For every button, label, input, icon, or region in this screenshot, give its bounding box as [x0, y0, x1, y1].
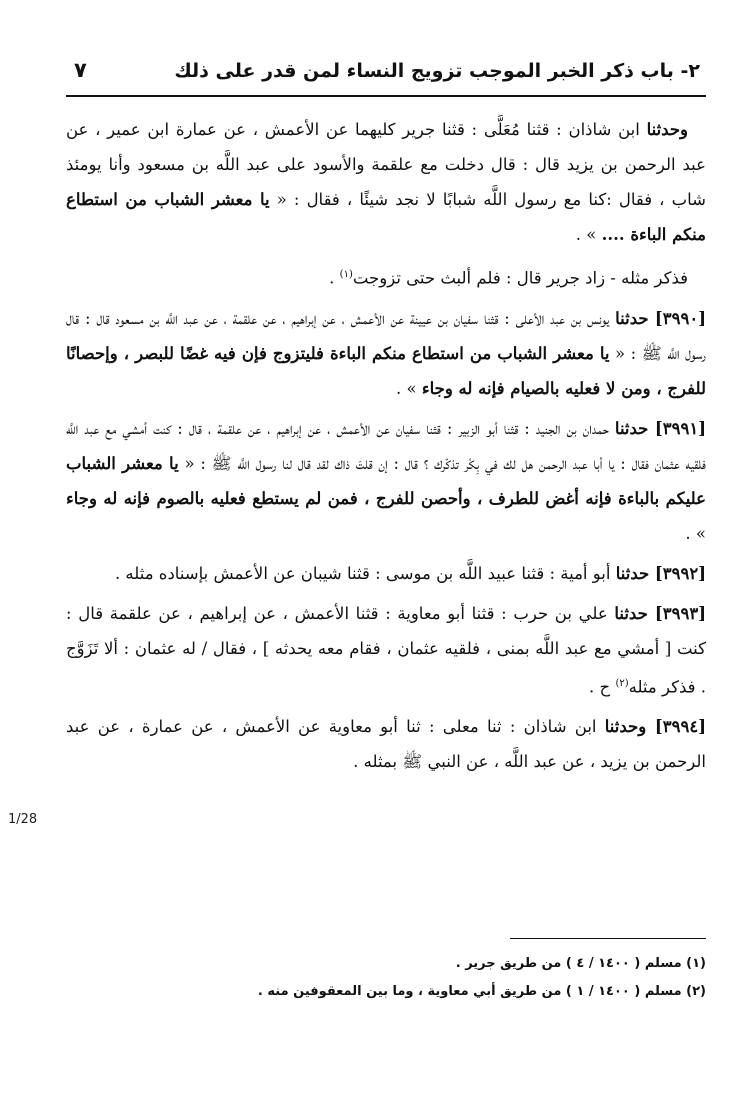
text-segment: . [329, 268, 340, 288]
hadith-text-body [66, 112, 706, 784]
paragraph [66, 596, 706, 705]
bold-text-segment: [٣٩٩٤] وحدثنا [604, 717, 707, 736]
text-segment: ابن شاذان : قثنا مُعَلَّى : قثنا جرير كليهما عن الأعمش ، عن عمارة ابن عمير ، عن عبد الرحمن بن يزيد قال : قال دخلت مع علقمة والأسود على عبد اللَّه بن مسعود وأنا يومئذ شاب ، فقال :كنا مع رسول اللَّه شبابًا لا نجد شيئًا ، فقال : « [66, 120, 706, 209]
text-segment: أبو أمية : قثنا عبيد اللَّه بن موسى : قثنا شيبان عن الأعمش بإسناده مثله . [114, 563, 616, 583]
paragraph [66, 112, 706, 252]
page-number: ٧ [74, 58, 87, 82]
paragraph [66, 257, 706, 296]
text-segment: » . [685, 523, 706, 543]
footnote-ref: (١) [339, 269, 353, 280]
bold-text-segment: [٣٩٩٠] حدثنا [615, 308, 706, 328]
bold-text-segment: [٣٩٩٢] حدثنا [615, 563, 706, 583]
footnote-2: (٢) مسلم ( ١٤٠٠ / ١ ) من طريق أبي معاوية ، وما بين المعقوفين منه . [257, 984, 706, 999]
footnote-divider [510, 938, 706, 939]
bold-text-segment: [٣٩٩٣] حدثنا [614, 603, 706, 623]
text-segment: » . [396, 378, 422, 398]
chapter-title: ٢- باب ذكر الخبر الموجب تزويج النساء لمن قدر على ذلك [174, 60, 700, 82]
paragraph [66, 709, 706, 779]
bold-text-segment: يا معشر الشباب من استطاع منكم الباءة فليتزوج فإن فيه غضًا للبصر ، وإحصانًا للفرج ، ومن لا فعليه بالصيام فإنه له وجاء [66, 343, 706, 398]
text-segment: ابن شاذان : ثنا معلى : ثنا أبو معاوية عن الأعمش ، عن عمارة ، عن عبد الرحمن بن يزيد ، عن عبد اللَّه ، عن النبي ﷺ بمثله . [66, 717, 706, 771]
footnote-1: (١) مسلم ( ١٤٠٠ / ٤ ) من طريق جرير . [455, 956, 706, 971]
text-segment: يونس بن عبد الأعلى : قثنا سفيان بن عيينة عن الأعمش ، عن إبراهيم ، عن علقمة ، عن عبد اللَّه بن مسعود قال : قال رسول اللَّه ﷺ : « [66, 308, 706, 363]
text-segment: حمدان بن الجنيد : قثنا أبو الزبير : قثنا سفيان عن الأعمش ، عن إبراهيم ، عن علقمة ، قال : كنت أمشي مع عبد اللَّه فلقيه عثمان فقال : يا أبا عبد الرحمن هل لك في بِكْر تذكّرك ؟ قال : إن قلتَ ذاك لقد قال لنا رسول اللَّه ﷺ : « [66, 418, 706, 473]
text-segment: علي بن حرب : قثنا أبو معاوية : قثنا الأعمش ، عن إبراهيم ، عن علقمة قال : كنت [ أمشي مع عبد اللَّه بمنى ، فلقيه عثمان ، فقام معه يحدثه ] ، فقال / له عثمان : ألا تَزَوَّج . فذكر مثله [66, 603, 706, 696]
bold-text-segment: يا معشر الشباب عليكم بالباءة فإنه أغض للطرف ، وأحصن للفرج ، فمن لم يستطع فعليه بالصوم فإنه له وجاء [66, 453, 706, 508]
bold-text-segment: وحدثنا [646, 120, 688, 139]
text-segment: ح . [589, 677, 616, 696]
paragraph [66, 556, 706, 591]
footnotes [66, 950, 706, 1006]
bold-text-segment: يا معشر الشباب من استطاع منكم الباءة .... [66, 190, 706, 244]
paragraph [66, 411, 706, 551]
paragraph [66, 301, 706, 406]
header-divider [66, 95, 706, 97]
bold-text-segment: [٣٩٩١] حدثنا [614, 418, 706, 438]
footnote-ref: (٢) [615, 677, 629, 689]
text-segment: » . [575, 225, 602, 244]
text-segment: فذكر مثله - زاد جرير قال : فلم ألبث حتى تزوجت [352, 268, 688, 288]
margin-folio-note: 1/28 [8, 812, 38, 827]
page-header [66, 52, 706, 94]
